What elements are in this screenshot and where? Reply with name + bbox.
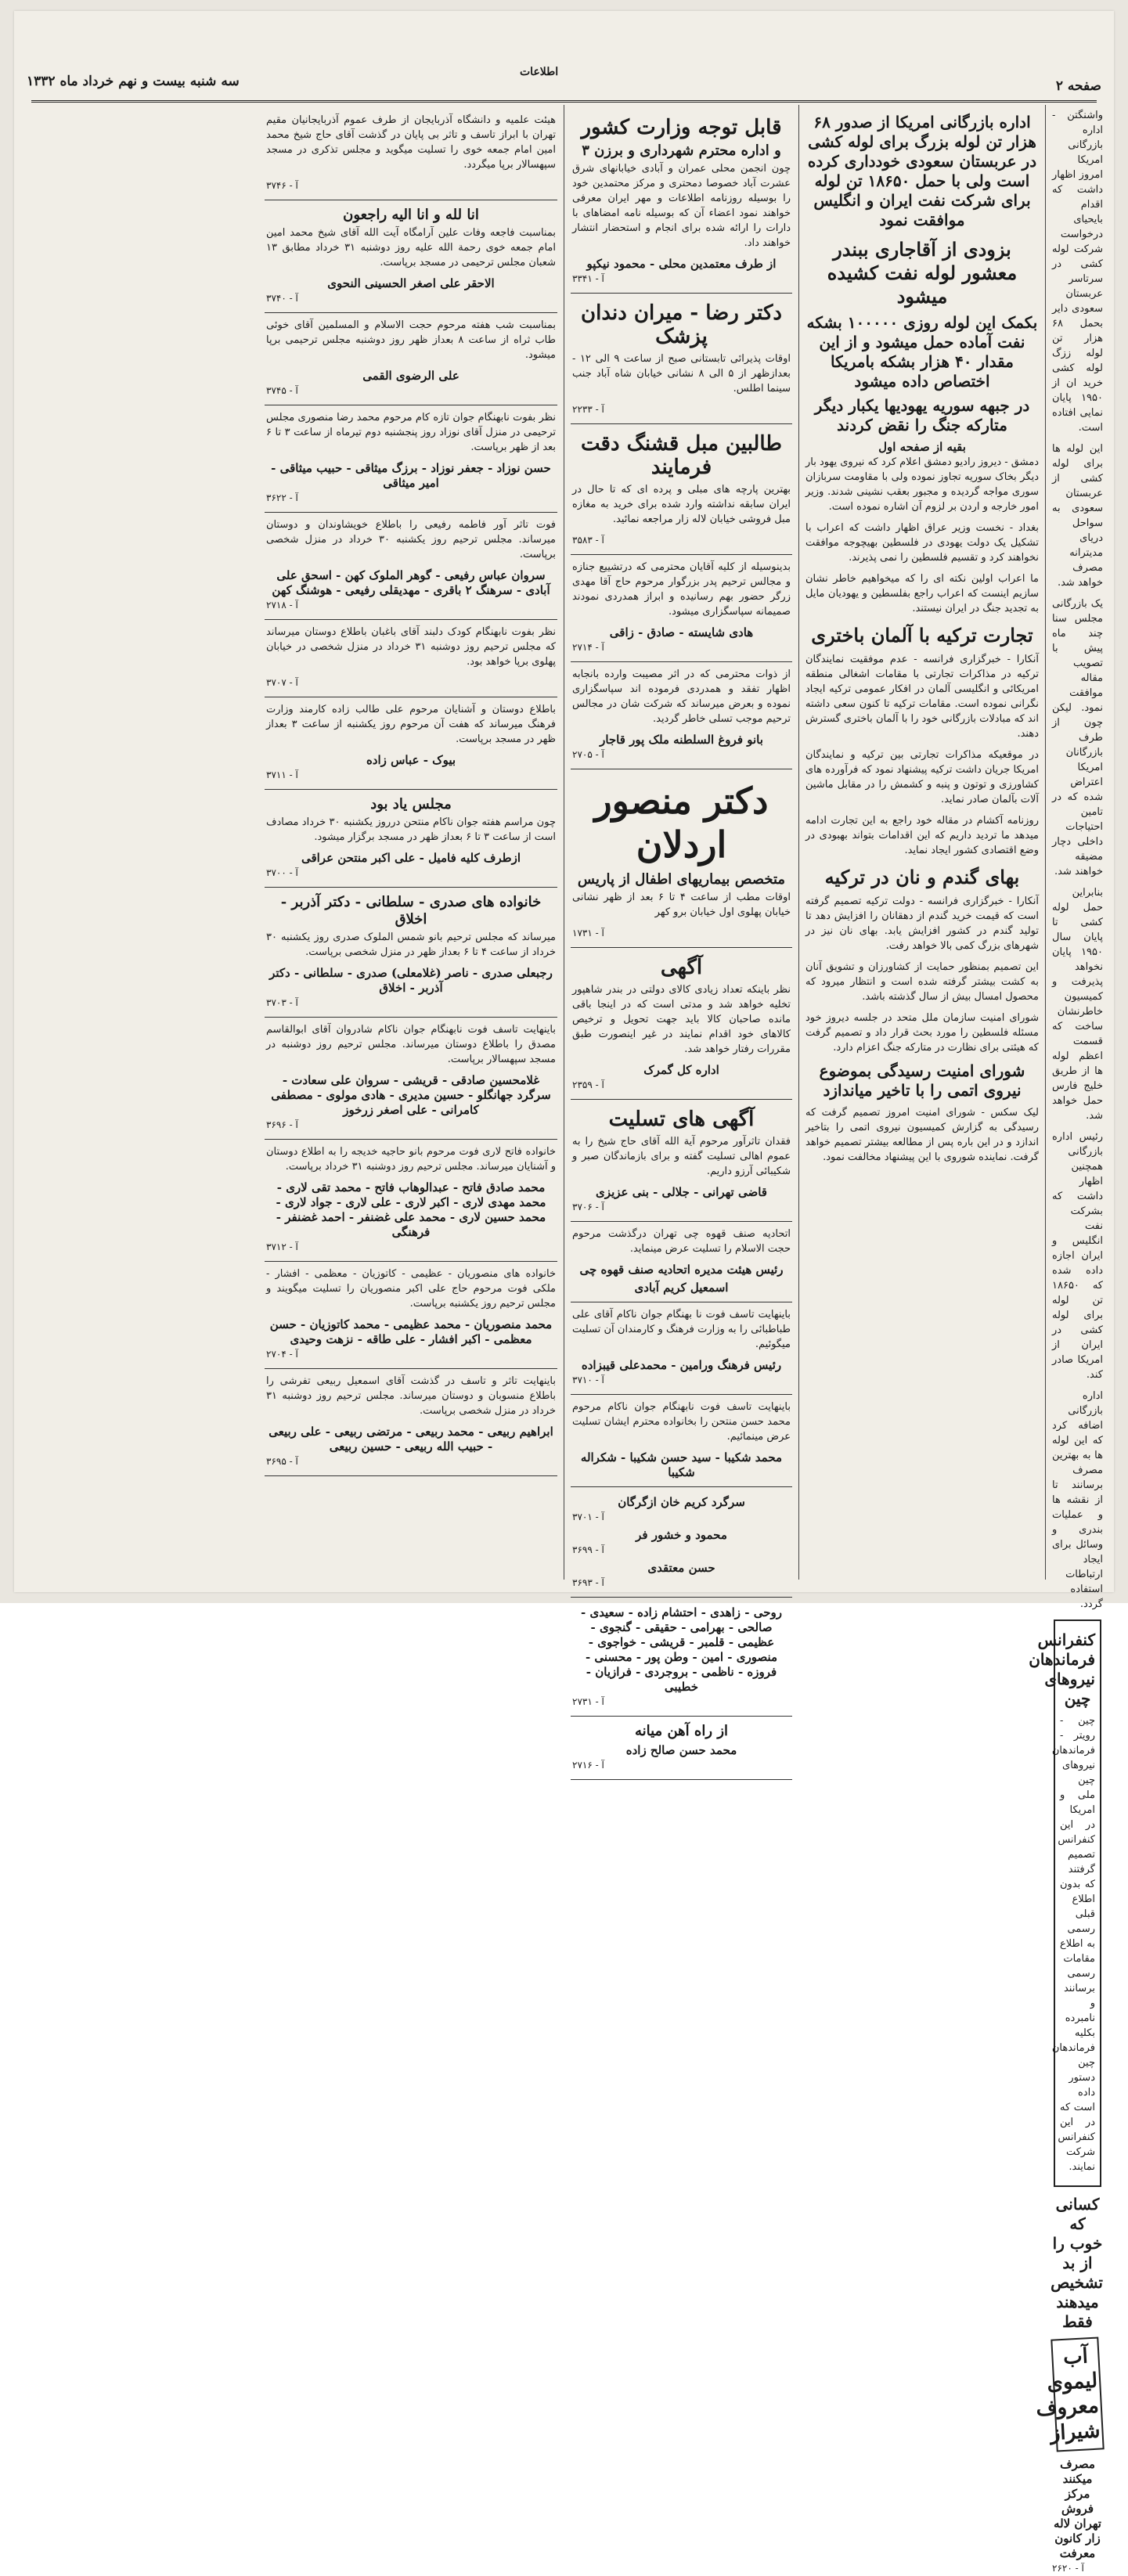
ad-code: آ - ۳۷۴۵ — [266, 385, 298, 396]
security-council-headline: شورای امنیت رسیدگی بموضوع نیروی اتمی را با تاخیر میاندازد — [819, 1061, 1025, 1100]
conference-headline: کنفرانس فرماندهان نیروهای چین — [1029, 1630, 1095, 1708]
ad-text: باینهایت تاسف فوت نابهنگام جوان ناکام مرحوم محمد حسن منتحن را بخانواده محترم ایشان تسلیت عرض مینمائیم. — [572, 1401, 791, 1443]
condolence-ad — [571, 1717, 792, 1780]
news-paragraph: آنکارا - خبرگزاری فرانسه - دولت ترکیه تصمیم گرفته است که قیمت خرید گندم از دهقانان را افزایش دهد تا تولید گندم در کشور افزایش یابد. بهای نان نیز در شهرهای بزرگ کمی بالا خواهد رفت. — [805, 895, 1039, 952]
dentist-ad — [571, 294, 792, 424]
lemon-juice-logo: آب لیموی معروف شیراز — [1051, 2337, 1104, 2452]
ad-teaser: کسانی که خوب را از بد تشخیص میدهند فقط — [1051, 2195, 1103, 2331]
news-paragraph: دمشق - دیروز رادیو دمشق اعلام کرد که نیروی یهود بار دیگر بخاک سوریه تجاوز نموده ولی با مقاومت سربازان سوری مواجه گردیده و مجبور بعقب نشینی شدند. وزیر امور خارجه و اردن بر لزوم آن اشاره نموده است. — [805, 456, 1039, 513]
news-paragraph: لیک سکس - شورای امنیت امروز تصمیم گرفت که رسیدگی به گزارش کمیسیون نیروی اتمی را بتاخیر اندازد و در این باره پس از مطالعه بیشتر تصمیم خواهد گرفت. نماینده شوروی با این پیشنهاد مخالفت نمود. — [805, 1107, 1039, 1163]
obituary-ad — [265, 405, 557, 513]
news-paragraph: این لوله ها برای لوله کشی از عربستان سعودی به سواحل دریای مدیترانه مصرف خواهد شد. — [1052, 443, 1103, 589]
ad-code: آ - ۲۷۱۴ — [572, 642, 604, 653]
ad-text: بهترین پارچه های مبلی و پرده ای که تا حال در ایران سابقه نداشته وارد شده برای خرید به مغازه مبل فروشی خیابان لاله زار مراجعه نمائید. — [572, 484, 791, 525]
ad-signature: رئیس فرهنگ ورامین - محمدعلی قیبزاده — [581, 1358, 782, 1372]
ad-title: قابل توجه وزارت کشور — [581, 116, 782, 139]
ad-subtitle: و اداره محترم شهرداری و برزن ۳ — [582, 142, 781, 159]
ad-code: آ - ۲۷۱۸ — [266, 600, 298, 611]
ad-signature: حسن معتقدی — [647, 1561, 715, 1575]
ad-code: آ - ۳۶۹۶ — [266, 1119, 298, 1130]
obituary-ad — [265, 1140, 557, 1262]
ad-code: آ - ۳۵۸۳ — [572, 535, 604, 546]
ad-text: بمناسبت فاجعه وفات علین آرامگاه آیت الله آقای شیخ محمد امین امام جمعه خوی رحمة الله علیه روز دوشنبه ۳۱ خرداد مطابق ۱۳ شعبان مجلس ترحیمی در مسجد برپاست. — [266, 227, 556, 268]
turkey-headline: تجارت ترکیه با آلمان باختری — [811, 624, 1033, 647]
ad-signature: روحی - زاهدی - احتشام زاده - سعیدی - صالحی - بهرامی - حقیقی - گنجوی - عظیمی - قلمبر - قریشی - خواجوی - منصوری - امین - وطن پور - محسنی - فروزه - ناظمی - بروجردی - فرازیان - خطیبی — [581, 1605, 782, 1694]
ad-signature: محمد منصوریان - محمد عظیمی - محمد کاتوزیان - حسن معظمی - اکبر افشار - علی طاقه - نزهت وحیدی — [269, 1317, 553, 1346]
column-ads-b — [258, 105, 564, 1580]
news-paragraph: بغداد - نخست وزیر عراق اظهار داشت که اعراب با تشکیل یک دولت یهودی در فلسطین بهیچوجه موافقت نخواهند کرد و تقسیم فلسطین را نمی پذیرند. — [805, 522, 1039, 564]
ad-text: نظر باینکه تعداد زیادی کالای دولتی در بندر شاهپور تخلیه خواهد شد و مدتی است که در اینجا باقی مانده صاحبان کالا باید جهت تحویل و ترخیص کالاهای خود اقدام نمایند در غیر اینصورت طبق مقررات رفتار خواهد شد. — [572, 984, 791, 1055]
ad-subtitle: متخصص بیماریهای اطفال از پاریس — [577, 871, 786, 888]
ad-signature: محمد شکیبا - سید حسن شکیبا - شکراله شکیبا — [580, 1450, 783, 1479]
obituary-ad — [265, 697, 557, 790]
ad-text: باینهایت تاسف فوت نا بهنگام جوان ناکام آقای علی طباطبائی را به وزارت فرهنگ و کارمندان آن تسلیت میگوئیم. — [572, 1309, 791, 1350]
ad-code: آ - ۳۶۹۳ — [572, 1577, 604, 1588]
ad-text: چون انجمن محلی عمران و آبادی خیابانهای شرق عشرت آباد خصوصا دمحتری و مرکز محتمدین خود را بوسیله روزنامه اطلاعات و مهر ایران معرفی خواهند نمود اعضاء آن که بوسیله نامه امضاهای با دارات را ارائه شده برای انجام و استحضار انتشار خواهند داد. — [572, 163, 791, 249]
ad-code: آ - ۲۳۵۹ — [572, 1079, 604, 1090]
ad-signature: محمد حسن صالح زاده — [625, 1743, 737, 1757]
column-ads-a — [564, 105, 798, 1771]
issue-date: سه شنبه بیست و نهم خرداد ماه ۱۳۳۲ — [27, 74, 240, 89]
ad-text: اوقات مطب از ساعت ۴ تا ۶ بعد از ظهر نشانی خیابان پهلوی اول خیابان برو کهر — [572, 892, 791, 918]
ad-address: مصرف میکنند مرکز فروش تهران لاله زار کانون معرفت — [1054, 2457, 1101, 2560]
obituary-ad — [265, 1018, 557, 1140]
ad-code: آ - ۳۷۰۷ — [266, 677, 298, 688]
ad-signature: حسن نوزاد - جعفر نوزاد - برزگ میثاقی - حبیب میثاقی - امیر میثاقی — [271, 461, 551, 490]
customs-ad — [571, 948, 792, 1100]
header-rule — [31, 100, 1097, 103]
column-narrow — [1029, 105, 1109, 2574]
ad-code: آ - ۳۷۰۰ — [266, 867, 298, 878]
page-header — [19, 56, 1109, 99]
ad-title: آگهی — [660, 956, 703, 979]
doctor-ad — [571, 769, 792, 948]
ad-subtitle: از راه آهن میانه — [634, 1723, 729, 1739]
ad-code: آ - ۱۷۳۱ — [572, 928, 604, 939]
ad-signature: ازطرف کلیه فامیل - علی اکبر منتحن عراقی — [301, 851, 521, 865]
ad-signature: از طرف معتمدین محلی - محمود نیکپو — [586, 257, 777, 271]
ad-text: میرساند که مجلس ترحیم بانو شمس الملوک صدری روز یکشنبه ۳۰ خرداد از ساعت ۴ تا ۶ بعداز ظهر در منزل شخصی برپاست. — [266, 931, 556, 958]
ad-text: خانواده فاتح لاری فوت مرحوم بانو حاجیه خدیجه را به اطلاع دوستان و آشنایان میرساند. مجلس ترحیم روز دوشنبه ۳۱ خرداد برپاست. — [266, 1146, 556, 1173]
conference-text: چین - رویتر - فرماندهان نیروهای چین ملی و امریکا در این کنفرانس تصمیم گرفتند که بدون اطلاع قبلی رسمی به اطلاع مقامات رسمی برسانند و نامبرده بکلیه فرماندهان چین دستور داده است که در این کنفرانس شرکت نمایند. — [1051, 1715, 1095, 2173]
ad-code: آ - ۳۷۰۱ — [572, 1511, 604, 1522]
ad-code: آ - ۲۶۲۰ — [1052, 2563, 1084, 2574]
wheat-headline: بهای گندم و نان در ترکیه — [824, 866, 1020, 888]
ad-code: آ - ۳۷۴۶ — [266, 180, 298, 191]
ad-text: اتحادیه صنف قهوه چی تهران درگذشت مرحوم حجت الاسلام را تسلیت عرض مینماید. — [572, 1228, 791, 1255]
ad-code: آ - ۳۷۱۰ — [572, 1374, 604, 1385]
thanks-ad — [571, 555, 792, 662]
thanks-ad — [571, 662, 792, 769]
ad-signature: محمود و خشور فر — [636, 1528, 727, 1542]
ad-text: نظر بفوت نابهنگام کودک دلبند آقای باغبان باطلاع دوستان میرساند که مجلس ترحیم روز دوشنبه ۳۱ خرداد در منزل شخصی در خیابان پهلوی برپا خواهد بود. — [266, 626, 556, 668]
conference-box — [1029, 1619, 1101, 2187]
page-number: صفحه ۲ — [1055, 78, 1101, 94]
ad-code: آ - ۳۷۱۲ — [266, 1241, 298, 1252]
obituary-ad — [265, 108, 557, 200]
news-paragraph: این تصمیم بمنظور حمایت از کشاورزان و تشویق آنان به کشت بیشتر گرفته شده است و انتظار میرود که محصول امسال بیش از سال گذشته باشد. — [805, 961, 1039, 1003]
ad-code: آ - ۳۷۰۳ — [266, 997, 298, 1008]
ad-code: آ - ۲۲۳۳ — [572, 404, 604, 415]
ad-code: آ - ۳۷۱۱ — [266, 769, 298, 780]
news-headline: بزودی از آقاجاری ببندر معشور لوله نفت کشیده میشود — [827, 238, 1018, 308]
ad-signature: رجبعلی صدری - ناصر (غلامعلی) صدری - سلطانی - دکتر آذربر - اخلاق — [269, 966, 553, 995]
obituary-ad — [265, 888, 557, 1018]
ad-signature: سروان عباس رفیعی - گوهر الملوک کهن - اسحق علی آبادی - سرهنگ ۲ باقری - مهدیقلی رفیعی - هوشنگ کهن — [272, 568, 550, 597]
ad-signature: الاحقر علی اصغر الحسینی النحوی — [327, 276, 495, 290]
news-paragraph: اداره بازرگانی اضافه کرد که این لوله ها به بهترین مصرف برسانند تا از نقشه ها و عملیات بندری و وسائل برای ایجاد ارتباطات استفاده گردد. — [1052, 1390, 1103, 1610]
news-subhead: بکمک این لوله روزی ۱۰۰۰۰۰ بشکه نفت آماده حمل میشود و از این مقدار ۴۰ هزار بشکه بامریکا اختصاص داده میشود — [806, 313, 1038, 391]
columns — [31, 105, 1109, 2574]
ad-text: باینهایت تاسف فوت نابهنگام جوان ناکام شادروان آقای ابوالقاسم مصدق را باطلاع دوستان میرساند. مجلس ترحیم روز دوشنبه در مسجد سپهسالار برپاست. — [266, 1024, 556, 1065]
ad-signature: قاضی تهرانی - جلالی - بنی عزیزی — [596, 1185, 767, 1199]
ad-code: آ - ۳۶۹۹ — [572, 1544, 604, 1555]
ad-title: خانواده های صدری - سلطانی - دکتر آذربر - اخلاق — [280, 894, 542, 928]
ad-signature: علی الرضوی القمی — [362, 369, 459, 383]
ad-title: انا لله و انا الیه راجعون — [343, 207, 479, 223]
ad-code: آ - ۲۷۳۱ — [572, 1696, 604, 1707]
section-title: آگهی های تسلیت — [608, 1108, 755, 1131]
ad-title: مجلس یاد بود — [370, 796, 452, 812]
ad-text: فقدان تاثرآور مرحوم آیة الله آقای حاج شیخ را به عموم اهالی تسلیت گفته و برای بازماندگان صبر و شکیبائی آرزو داریم. — [572, 1136, 791, 1177]
condolence-ad — [571, 1222, 792, 1302]
ad-text: از ذوات محترمی که در اثر مصیبت وارده بانجابه اظهار تفقد و همدردی فرموده اند سپاسگزاری نموده و بعرض میرساند که شرکت شان در مجالس ترحیم موجب تسلی خاطر گردید. — [572, 668, 791, 725]
ad-text: هیئت علمیه و دانشگاه آذربایجان از طرف عموم آذربایجانیان مقیم تهران با ابراز تاسف و تاثر بی پایان در گذشت آقای حاج شیخ محمد امین امام جمعه خوی را تسلیت میگوید و مجلس تذکری در مسجد سپهسالار برپا میگردد. — [266, 114, 556, 171]
ad-code: آ - ۳۶۹۵ — [266, 1456, 298, 1467]
ad-text: نظر بفوت نابهنگام جوان تازه کام مرحوم محمد رضا منصوری مجلس ترحیمی در منزل آقای نوزاد روز پنجشنبه دوم تیرماه از ساعت ۳ تا ۶ بعد از ظهر برپاست. — [266, 412, 556, 453]
ad-text: باطلاع دوستان و آشنایان مرحوم علی طالب زاده کارمند وزارت فرهنگ میرساند که هفت آن مرحوم روز یکشنبه از ساعت ۳ بعداز ظهر در مسجد برپاست. — [266, 704, 556, 745]
news-paragraph: در موقعیکه مذاکرات تجارتی بین ترکیه و نمایندگان امریکا جریان داشت ترکیه پیشنهاد نمود که فرآورده های کشاورزی و توتون و پنبه و کشمش را در مقابل ماشین آلات بآلمان صادر نماید. — [805, 749, 1039, 805]
ad-code: آ - ۳۷۰۶ — [572, 1202, 604, 1212]
ad-title: دکتر رضا - میران دندان پزشک — [581, 301, 782, 348]
obituary-ad — [265, 313, 557, 405]
condolence-section — [571, 1100, 792, 1222]
ad-code: آ - ۲۷۰۴ — [266, 1349, 298, 1360]
obituary-ad — [265, 200, 557, 313]
ad-signature: محمد صادق فاتح - عبدالوهاب فاتح - محمد تقی لاری - محمد مهدی لاری - اکبر لاری - علی لاری - جواد لاری - محمد حسین لاری - محمد علی غضنفر - احمد غضنفر - فرهنگی — [276, 1180, 546, 1239]
ad-signature: سرگرد کریم خان ازگرگان — [618, 1495, 745, 1509]
news-paragraph: ما اعراب اولین نکته ای را که میخواهیم خاطر نشان سازیم اینست که اعراب راجع بفلسطین و یهودیان مایل به تجدید جنگ در ایران نیستند. — [805, 573, 1039, 614]
ad-code: آ - ۲۷۰۵ — [572, 749, 604, 760]
ad-code: آ - ۳۷۴۰ — [266, 293, 298, 304]
masthead: اطلاعات — [520, 66, 559, 78]
news-paragraph: روزنامه آکشام در مقاله خود راجع به این تجارت ادامه میدهد ما تردید داریم که این اقدامات بتواند بهبودی در وضع اقتصادی کشور ایجاد نماید. — [805, 815, 1039, 856]
ad-signature: هادی شایسته - صادق - زاقی — [609, 625, 754, 639]
ad-code: آ - ۳۳۴۱ — [572, 273, 604, 284]
news-paragraph: شورای امنیت سازمان ملل متحد در جلسه دیروز خود مسئله فلسطین را مورد بحث قرار داد و تصمیم گرفت که هیئتی برای نظارت در متارکه جنگ اعزام دارد. — [805, 1012, 1039, 1054]
syria-headline: در جبهه سوریه یهودیها یکبار دیگر متارکه جنگ را نقض کردند — [814, 396, 1030, 434]
column-news — [798, 105, 1045, 1580]
news-paragraph: رئیس اداره بازرگانی همچنین اظهار داشت که بشرکت نفت انگلیس و ایران اجازه داده شده که ۱۸۶۵۰ تن لوله برای لوله کشی در ایران از امریکا صادر کند. — [1052, 1131, 1103, 1381]
news-paragraph: واشنگتن - اداره بازرگانی امریکا امروز اظهار داشت که اقدام بایحیای درخواست شرکت لوله کشی در سرتاسر عربستان سعودی دایر بحمل ۶۸ هزار تن لوله ززگ لوله کشی خرید ان از ۱۹۵۰ پایان نمایی افتاده است. — [1052, 110, 1103, 434]
news-paragraph: آنکارا - خبرگزاری فرانسه - عدم موفقیت نمایندگان ترکیه در مذاکرات تجارتی با مقامات اشغالی منطقه امریکائی و انگلیسی آلمان در افکار عمومی ترکیه ایجاد نگرانی نموده است. مقامات ترکیه تا کنون سعی داشته اند که مبادلات بازرگانی خود را با آلمان باختری گسترش دهند. — [805, 654, 1039, 740]
ad-text: بدینوسیله از کلیه آقایان محترمی که درتشییع جنازه و مجالس ترحیم پدر بزرگوار مرحوم حاج آقا مهدی زرگر حضور بهم رسانیده و ابراز همدردی نمودند صمیمانه سپاسگزاری میشود. — [572, 561, 791, 618]
ad-title: طالبین مبل قشنگ دقت فرمایند — [581, 432, 782, 479]
ad-text: اوقات پذیرائی تابستانی صبح از ساعت ۹ الی ۱۲ - بعدازظهر از ۵ الی ۸ نشانی خیابان شاه آباد جنب سینما اطلس. — [572, 353, 791, 395]
obituary-ad — [265, 1369, 557, 1476]
obituary-ad — [265, 513, 557, 620]
ad-signature: غلامحسین صادقی - قریشی - سروان علی سعادت - سرگرد جهانگلو - حسین مدیری - هادی مولوی - مصطفی کامرانی - علی اصغر زرخوز — [271, 1073, 551, 1117]
news-lead: اداره بازرگانی امریکا از صدور ۶۸ هزار تن لوله بزرگ برای لوله کشی در عربستان سعودی خودداری کرده است ولی با حمل ۱۸۶۵۰ تن لوله برای شرکت نفت ایران و انگلیس موافقت نمود — [807, 113, 1037, 229]
ad-code: آ - ۳۶۲۲ — [266, 492, 298, 503]
notice-ad — [571, 108, 792, 294]
ad-signature: بانو فروغ السلطنه ملک پور قاجار — [600, 733, 763, 747]
ad-signature: اداره کل گمرک — [643, 1063, 719, 1077]
ad-signature: ابراهیم ربیعی - محمد ربیعی - مرتضی ربیعی - علی ربیعی - حبیب الله ربیعی - حسین ربیعی — [268, 1425, 553, 1454]
ad-text: بمناسبت شب هفته مرحوم حجت الاسلام و المسلمین آقای خوئی طاب ثراه از ساعت ۸ بعداز ظهر روز دوشنبه مجلس ترحیمی برپا میشود. — [266, 319, 556, 361]
obituary-ad — [265, 620, 557, 697]
ad-text: باینهایت تاثر و تاسف در گذشت آقای اسمعیل ربیعی تفرشی را باطلاع منسوبان و دوستان میرساند. مجلس ترحیم روز دوشنبه ۳۱ خرداد در منزل شخصی برپاست. — [266, 1375, 556, 1417]
ad-text: خانواده های منصوریان - عظیمی - کاتوزیان - معظمی - افشار - ملکی فوت مرحوم حاج علی اکبر منصوریان را تسلیت میگویند و مجلس ترحیم روز یکشنبه برپاست. — [266, 1268, 556, 1310]
furniture-ad — [571, 424, 792, 555]
condolence-ad — [571, 1302, 792, 1395]
ad-signature: بیوک - عباس زاده — [366, 753, 456, 767]
news-paragraph: بنابراین حمل لوله کشی تا پایان سال ۱۹۵۰ پایان نخواهد پذیرفت و کمیسیون خاطرنشان ساخت که قسمت اعظم لوله ها از طریق خلیج فارس حمل خواهد شد. — [1052, 887, 1103, 1122]
news-paragraph: یک بازرگانی مجلس سنا چند ماه پیش با تصویب مقاله موافقت نمود. لیکن چون از طرف بازرگانان امریکا اعتراض شده که در تامین احتیاجات داخلی دچار مضیقه خواهند شد. — [1052, 598, 1103, 877]
condolence-ad — [571, 1598, 792, 1717]
condolence-ad — [571, 1395, 792, 1487]
ad-signature: رئیس هیئت مدیره اتحادیه صنف قهوه چی — [579, 1263, 784, 1277]
syria-continued: بقیه از صفحه اول — [878, 440, 966, 454]
ad-title: دکتر منصور اردلان — [594, 780, 769, 866]
ad-text: چون مراسم هفته جوان ناکام منتحن درروز یکشنبه ۳۰ خرداد مصادف است از ساعت ۳ تا ۶ بعداز ظهر در مسجد برگزار میشود. — [266, 816, 556, 843]
ad-text: فوت تاثر آور فاطمه رفیعی را باطلاع خویشاوندان و دوستان میرساند. مجلس ترحیم روز یکشنبه ۳۰ خرداد در منزل شخصی برپاست. — [266, 519, 556, 560]
obituary-ad — [265, 1262, 557, 1369]
ad-code: آ - ۲۷۱۶ — [572, 1760, 604, 1771]
condolence-ad — [571, 1487, 792, 1598]
memorial-ad — [265, 790, 557, 888]
ad-signature: اسمعیل کریم آبادی — [634, 1281, 729, 1295]
